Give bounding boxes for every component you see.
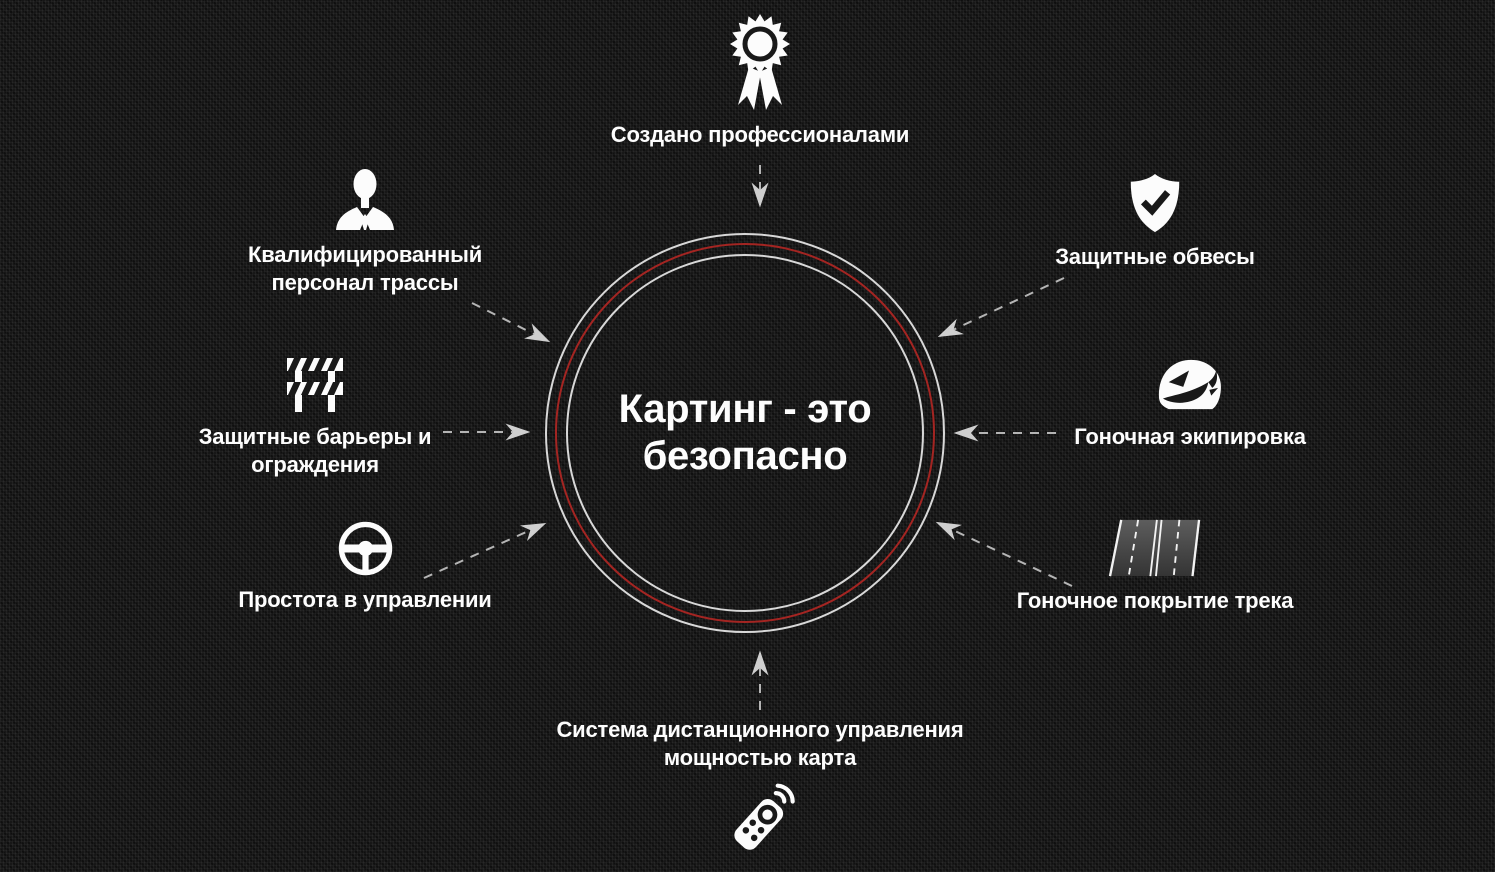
arrow-top-right (940, 278, 1064, 336)
central-title-line2: безопасно (642, 434, 848, 478)
award-rosette-icon (727, 12, 793, 112)
feature-protective-barriers (165, 352, 465, 479)
shield-check-icon (1124, 172, 1186, 234)
arrow-top-left (472, 303, 548, 341)
feature-label: Гоночное покрытие трека (1016, 588, 1294, 613)
feature-qualified-track-staff (215, 168, 515, 297)
feature-remote-power-control (535, 716, 985, 865)
feature-label: Защитные барьеры и ограждения (198, 424, 432, 477)
central-title (619, 386, 872, 480)
feature-racing-gear (1040, 356, 1340, 451)
road-track-icon (1105, 518, 1205, 578)
inner-ring (566, 254, 924, 612)
feature-protective-bodykit (1005, 172, 1305, 271)
feature-created-by-professionals (535, 12, 985, 149)
feature-label: Квалифицированный персонал трассы (247, 242, 483, 295)
racing-helmet-icon (1154, 356, 1226, 414)
feature-easy-to-drive (215, 520, 515, 614)
feature-racing-track-surface (1000, 518, 1310, 615)
remote-control-icon (718, 781, 802, 865)
steering-wheel-icon (337, 520, 394, 577)
staff-person-icon (333, 168, 397, 232)
barrier-icon (283, 352, 347, 414)
feature-label: Простота в управлении (238, 587, 492, 612)
feature-label: Защитные обвесы (1055, 244, 1255, 269)
central-title-line1: Картинг - это (618, 386, 872, 431)
feature-label: Гоночная экипировка (1074, 424, 1306, 449)
feature-label: Создано профессионалами (610, 122, 910, 147)
central-circle (545, 233, 945, 633)
feature-label: Система дистанционного управления мощностью карта (556, 717, 964, 770)
